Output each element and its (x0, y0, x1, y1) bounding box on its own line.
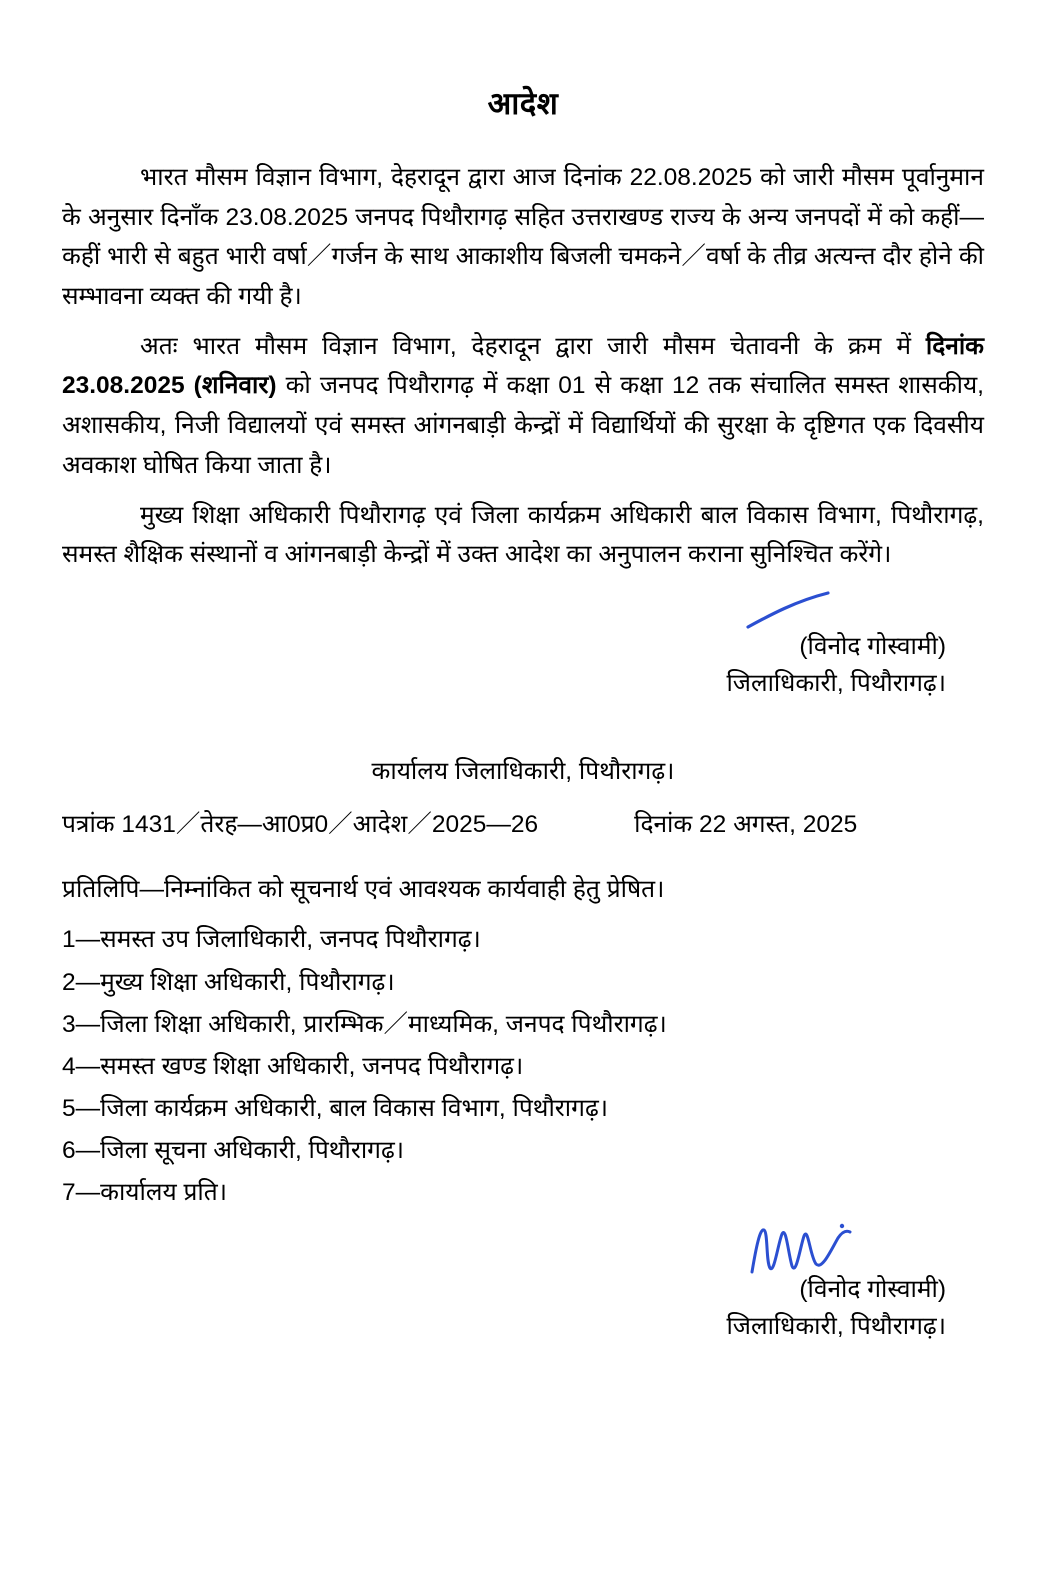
signature-block-bottom (62, 1272, 984, 1346)
reference-date: दिनांक 22 अगस्त, 2025 (634, 811, 858, 839)
paragraph-compliance (62, 496, 984, 575)
signatory-designation-bottom: जिलाधिकारी, पिथौरागढ़। (726, 1313, 946, 1340)
list-item: 7—कार्यालय प्रति। (62, 1179, 228, 1207)
paragraph-holiday-declaration (62, 327, 984, 486)
signatory-name-top: (विनोद गोस्वामी) (799, 632, 946, 660)
paragraph-holiday-prefix: अतः भारत मौसम विज्ञान विभाग, देहरादून द्वारा जारी मौसम चेतावनी के क्रम में (140, 332, 926, 360)
copy-recipient-list (62, 919, 984, 1214)
list-item: 1—समस्त उप जिलाधिकारी, जनपद पिथौरागढ़। (62, 926, 481, 954)
list-item: 5—जिला कार्यक्रम अधिकारी, बाल विकास विभाग, पिथौरागढ़। (62, 1094, 609, 1122)
signatory-designation-top: जिलाधिकारी, पिथौरागढ़। (726, 669, 946, 697)
reference-number: पत्रांक 1431／तेरह—आ0प्र0／आदेश／2025—26 (62, 811, 539, 839)
copy-heading: प्रतिलिपि—निम्नांकित को सूचनार्थ एवं आवश्यक कार्यवाही हेतु प्रेषित। (62, 876, 665, 904)
list-item: 4—समस्त खण्ड शिक्षा अधिकारी, जनपद पिथौरागढ़। (62, 1052, 524, 1080)
list-item: 6—जिला सूचना अधिकारी, पिथौरागढ़। (62, 1137, 405, 1164)
reference-row (62, 805, 984, 840)
list-item: 3—जिला शिक्षा अधिकारी, प्रारम्भिक／माध्यमिक, जनपद पिथौरागढ़। (62, 1010, 667, 1038)
signature-block-top (62, 629, 984, 703)
office-heading: कार्यालय जिलाधिकारी, पिथौरागढ़। (371, 758, 675, 786)
paragraph-compliance-text: मुख्य शिक्षा अधिकारी पिथौरागढ़ एवं जिला कार्यक्रम अधिकारी बाल विकास विभाग, पिथौरागढ़, समस्त शैक्षिक संस्थानों व आंगनबाड़ी केन्द्रों में उक्त आदेश का अनुपालन कराना सुनिश्चित करेंगे। (62, 501, 984, 569)
page-title: आदेश (487, 86, 559, 121)
paragraph-holiday-date: दिनांक 23.08.2025 (शनिवार) (62, 332, 984, 400)
signature-stroke-icon (744, 591, 834, 631)
list-item: 2—मुख्य शिक्षा अधिकारी, पिथौरागढ़। (62, 968, 395, 996)
paragraph-weather-forecast: भारत मौसम विज्ञान विभाग, देहरादून द्वारा आज दिनांक 22.08.2025 को जारी मौसम पूर्वानुमान के अनुसार दिनॉंक 23.08.2025 जनपद पिथौरागढ़ सहित उत्तराखण्ड राज्य के अन्य जनपदों में को कहीं—कहीं भारी से बहुत भारी वर्षा／गर्जन के साथ आकाशीय बिजली चमकने／वर्षा के तीव्र अत्यन्त दौर होने की सम्भावना व्यक्त की गयी है। (62, 164, 984, 311)
handwritten-signature-icon (746, 1222, 856, 1278)
paragraph-holiday-suffix: को जनपद पिथौरागढ़ में कक्षा 01 से कक्षा 12 तक संचालित समस्त शासकीय, अशासकीय, निजी विद्यालयों एवं समस्त आंगनबाड़ी केन्द्रों में विद्यार्थियों की सुरक्षा के दृष्टिगत एक दिवसीय अवकाश घोषित किया जाता है। (62, 372, 984, 479)
signatory-name-bottom: (विनोद गोस्वामी) (799, 1276, 946, 1304)
